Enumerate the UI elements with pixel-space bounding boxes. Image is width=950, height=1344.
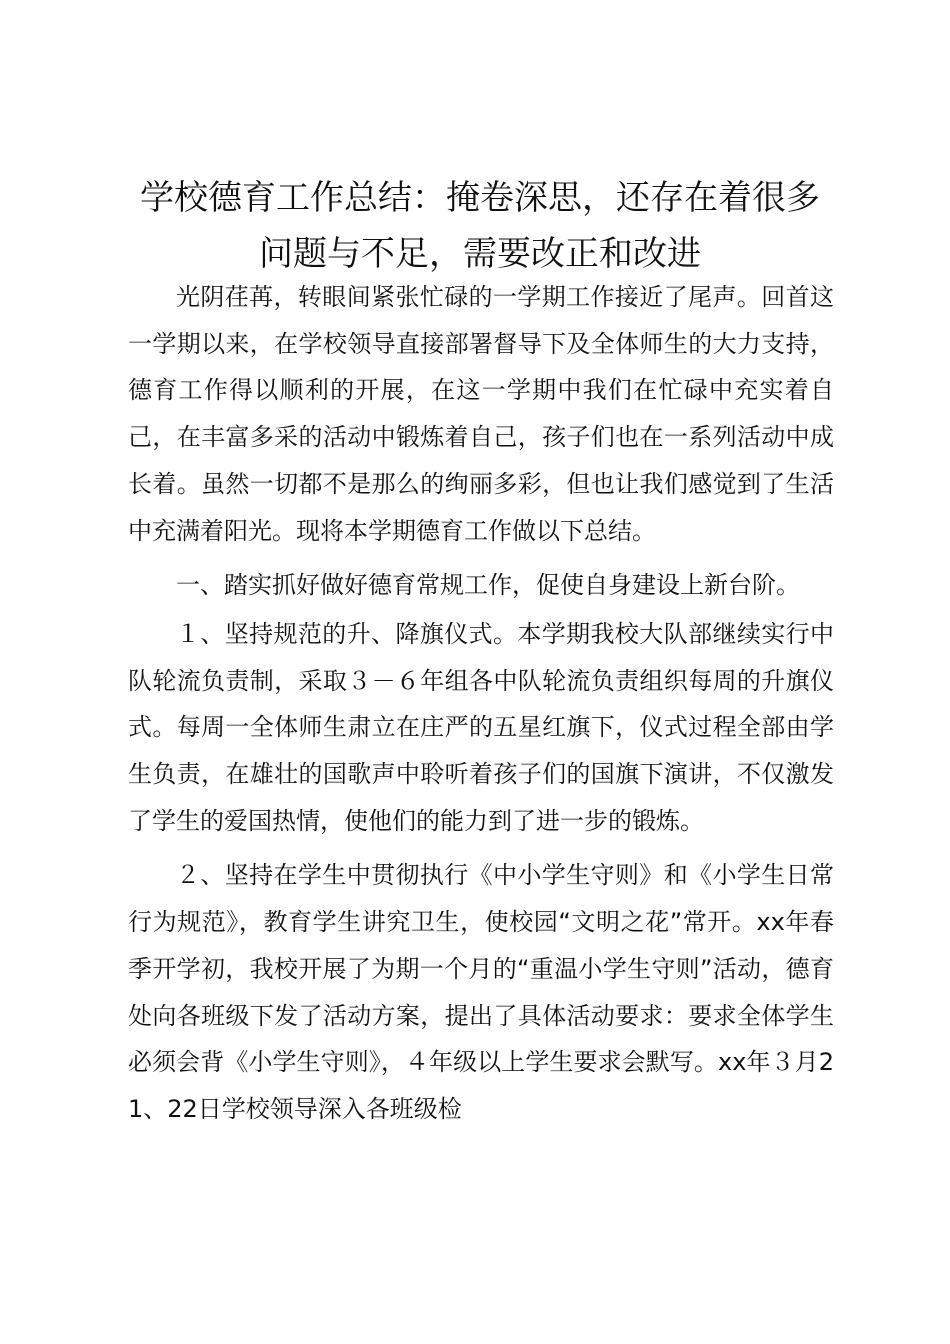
document-title <box>110 170 850 282</box>
section-heading: 一、踏实抓好做好德育常规工作，促使自身建设上新台阶。 <box>176 571 800 600</box>
item-1-paragraph: １、坚持规范的升、降旗仪式。本学期我校大队部继续实行中队轮流负责制，采取３－６年组各中队轮流负责组织每周的升旗仪式。每周一全体师生肃立在庄严的五星红旗下，仪式过程全部由学生负责，在雄壮的国歌声中聆听着孩子们的国旗下演讲，不仅激发了学生的爱国热情，使他们的能力到了进一步的锻炼。 <box>128 619 834 835</box>
item-2-paragraph: ２、坚持在学生中贯彻执行《中小学生守则》和《小学生日常行为规范》，教育学生讲究卫生，使校园“文明之花”常开。xx年春季开学初，我校开展了为期一个月的“重温小学生守则”活动，德育处向各班级下发了活动方案，提出了具体活动要求：要求全体学生必须会背《小学生守则》，４年级以上学生要求会默写。xx年３月21、22日学校领导深入各班级检 <box>128 861 834 1123</box>
intro-paragraph: 光阴荏苒，转眼间紧张忙碌的一学期工作接近了尾声。回首这一学期以来，在学校领导直接部署督导下及全体师生的大力支持，德育工作得以顺利的开展，在这一学期中我们在忙碌中充实着自己，在丰富多采的活动中锻炼着自己，孩子们也在一系列活动中成长着。虽然一切都不是那么的绚丽多彩，但也让我们感觉到了生活中充满着阳光。现将本学期德育工作做以下总结。 <box>128 283 834 545</box>
document-body <box>128 274 834 1133</box>
title-line-1: 学校德育工作总结：掩卷深思，还存在着很多 <box>140 178 820 218</box>
title-line-2: 问题与不足，需要改正和改进 <box>259 234 701 274</box>
